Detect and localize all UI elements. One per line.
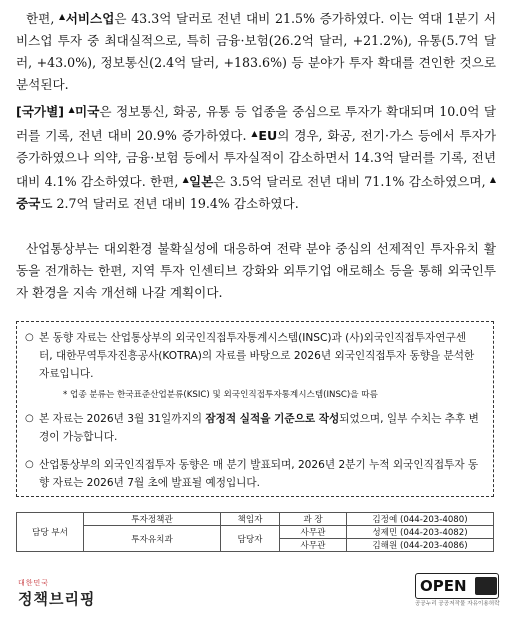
dept-label: 담당 부서 — [17, 513, 84, 552]
paragraph-by-country — [16, 99, 496, 215]
briefing-logo — [18, 578, 95, 609]
country-us: 미국 — [75, 104, 100, 119]
triangle-bullet-icon: ▲ — [58, 12, 66, 21]
circle-bullet-icon: ○ — [25, 413, 34, 424]
p2-t1: 은 정보통신, 화공, 유통 등 업종을 중심으로 투자가 확대되며 10.0억 달러를 기록, 전년 대비 20.9% 증가하였다. — [16, 104, 496, 143]
row-2-name: 김해원 (044-203-4086) — [347, 539, 494, 552]
p2-t4: 도 2.7억 달러로 전년 대비 19.4% 감소하였다. — [40, 196, 299, 211]
open-license-caption: 공공누리 공공저작물 자유이용허락 — [415, 601, 500, 607]
country-eu: EU — [258, 128, 278, 143]
country-cn: 중국 — [16, 196, 41, 211]
p3-text: 산업통상부는 대외환경 불확실성에 대응하여 전략 분야 중심의 선제적인 투자유치 활동을 전개하는 한편, 지역 투자 인센티브 강화와 외투기업 애로해소 등을 통해 외국인투자 환경을 지속 개선해 나갈 계획이다. — [16, 241, 496, 300]
resp-label: 책임자 — [221, 513, 280, 526]
note-2-pre: 본 자료는 2026년 3월 31일까지의 — [39, 413, 206, 425]
circle-bullet-icon: ○ — [25, 459, 34, 470]
note-3 — [25, 456, 479, 492]
p1-strong: 서비스업 — [65, 11, 115, 26]
p2-t2: 의 경우, 화공, 전기·가스 등에서 투자가 증가하였으나 의약, 금융·보험 등에서 투자실적이 감소하면서 14.3억 달러를 기록, 전년 대비 4.1% 감소하였다. 한편, — [16, 128, 497, 189]
table-row — [17, 513, 494, 526]
row-1-name: 성제민 (044-203-4082) — [347, 526, 494, 539]
p1-text: 은 43.3억 달러로 전년 대비 21.5% 증가하였다. 이는 역대 1분기 서비스업 투자 중 최대실적으로, 특히 금융·보험(26.2억 달러, +21.2%), 유통(5.7억 달러, +43.0%), 정보통신(2.4억 달러, +183.6%) 등 분야가 투자 확대를 견인한 것으로 분석된다. — [16, 11, 497, 92]
staff-label: 담당자 — [221, 526, 280, 552]
p2-t3: 은 3.5억 달러로 전년 대비 71.1% 감소하였으며, — [213, 174, 490, 189]
license-mark-icon — [475, 577, 497, 595]
dept-1: 투자정책관 — [84, 513, 221, 526]
open-license-logo — [415, 573, 499, 599]
note-3-text: 산업통상부의 외국인직접투자 동향은 매 분기 발표되며, 2026년 2분기 누적 외국인직접투자 동향 자료는 2026년 7월 초에 발표될 예정입니다. — [39, 459, 479, 489]
note-2-strong: 잠정적 실적을 기준으로 작성 — [205, 413, 340, 425]
dept-2: 투자유치과 — [84, 526, 221, 552]
note-1 — [25, 329, 479, 383]
paragraph-plan — [16, 238, 496, 304]
triangle-bullet-icon: ▲ — [489, 175, 497, 184]
row-2-title: 사무관 — [280, 539, 347, 552]
note-2-post: 되었으며, 일부 수치는 추후 변경이 가능합니다. — [39, 413, 479, 443]
circle-bullet-icon: ○ — [25, 332, 34, 343]
note-1-sub: * 업종 분류는 한국표준산업분류(KSIC) 및 외국인직접투자통계시스템(INSC)을 따름 — [63, 390, 378, 400]
table-row — [17, 526, 494, 539]
triangle-bullet-icon: ▲ — [251, 129, 259, 138]
logo-big-text: 정책브리핑 — [18, 590, 96, 608]
paragraph-services — [16, 6, 496, 96]
note-1-text: 본 동향 자료는 산업통상부의 외국인직접투자통계시스템(INSC)과 (사)외국인직접투자연구센터, 대한무역투자진흥공사(KOTRA)의 자료를 바탕으로 2026년 외국인직접투자 동향을 분석한 자료입니다. — [39, 332, 475, 380]
triangle-bullet-icon: ▲ — [68, 105, 76, 114]
contact-table — [16, 512, 494, 552]
row-0-title: 과 장 — [280, 513, 347, 526]
logo-small-text: 대한민국 — [18, 579, 50, 587]
row-1-title: 사무관 — [280, 526, 347, 539]
note-2 — [25, 410, 479, 446]
row-0-name: 김정예 (044-203-4080) — [347, 513, 494, 526]
country-label: [국가별] — [16, 104, 65, 119]
country-jp: 일본 — [189, 174, 214, 189]
p1-pre: 한편, — [26, 11, 59, 26]
triangle-bullet-icon: ▲ — [182, 175, 190, 184]
open-text: OPEN — [420, 577, 467, 595]
notes-box — [16, 321, 494, 497]
